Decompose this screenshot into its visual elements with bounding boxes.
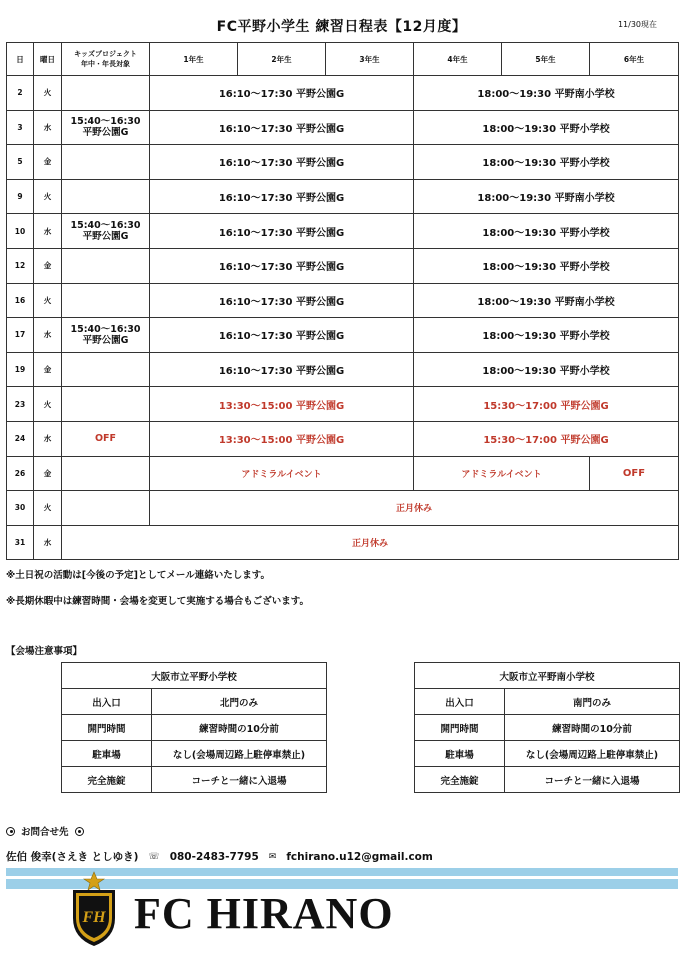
row-lower-grades: 16:10～17:30 平野公園G [150, 214, 414, 249]
row-lower-grades: 13:30～15:00 平野公園G [150, 387, 414, 422]
row-upper-grades: 18:00～19:30 平野小学校 [414, 352, 679, 387]
row-upper-grades: 18:00～19:30 平野小学校 [414, 318, 679, 353]
row-lower-grades: 16:10～17:30 平野公園G [150, 179, 414, 214]
row-upper-grades: 18:00～19:30 平野南小学校 [414, 283, 679, 318]
row-day: 3 [7, 110, 34, 145]
row-day: 10 [7, 214, 34, 249]
club-crest-logo [70, 870, 118, 948]
contact-heading [6, 824, 84, 838]
venue-value: 練習時間の10分前 [505, 715, 680, 741]
venue-value: 南門のみ [505, 689, 680, 715]
email-icon: ✉ [268, 851, 277, 862]
kids-time: 15:40～16:30 [70, 220, 141, 232]
kids-place: 平野公園G [82, 231, 129, 243]
venue-label: 駐車場 [62, 741, 152, 767]
col-grade-2: 2年生 [238, 43, 326, 76]
col-kids [62, 43, 150, 76]
table-row [7, 214, 679, 249]
venue-table-hirano-minami [414, 662, 680, 793]
row-upper-grades: 18:00～19:30 平野小学校 [414, 110, 679, 145]
venue-name: 大阪市立平野小学校 [62, 663, 327, 689]
page-title: FC平野小学生 練習日程表【12月度】 [216, 19, 467, 35]
row-kids [62, 387, 150, 422]
row-day: 24 [7, 421, 34, 456]
table-row [7, 421, 679, 456]
venue-label: 出入口 [415, 689, 505, 715]
row-kids [62, 421, 150, 456]
table-row [7, 387, 679, 422]
col-grade-4: 4年生 [414, 43, 502, 76]
kids-place: 平野公園G [82, 334, 129, 346]
row-upper-grades: 15:30～17:00 平野公園G [414, 387, 679, 422]
row-lower-grades: 16:10～17:30 平野公園G [150, 248, 414, 283]
row-all-grades-holiday: 正月休み [150, 491, 679, 526]
row-day: 26 [7, 456, 34, 491]
row-dow: 水 [34, 214, 62, 249]
row-upper-grades: 15:30～17:00 平野公園G [414, 421, 679, 456]
venue-value: なし(会場周辺路上駐停車禁止) [505, 741, 680, 767]
row-upper-grades: 18:00～19:30 平野小学校 [414, 248, 679, 283]
row-lower-grades: 16:10～17:30 平野公園G [150, 76, 414, 111]
row-all-holiday: 正月休み [62, 525, 679, 560]
row-kids [62, 76, 150, 111]
row-grade-4-5-event: アドミラルイベント [414, 456, 590, 491]
row-dow: 火 [34, 491, 62, 526]
note-holiday: ※長期休暇中は練習時間・会場を変更して実施する場合もございます。 [6, 596, 309, 607]
venue-table-hirano [61, 662, 327, 793]
row-dow: 金 [34, 352, 62, 387]
row-lower-grades: 13:30～15:00 平野公園G [150, 421, 414, 456]
venue-label: 開門時間 [415, 715, 505, 741]
row-upper-grades: 18:00～19:30 平野南小学校 [414, 76, 679, 111]
row-day: 31 [7, 525, 34, 560]
row-kids [62, 110, 150, 145]
row-day: 30 [7, 491, 34, 526]
venue-label: 出入口 [62, 689, 152, 715]
venue-value: 練習時間の10分前 [152, 715, 327, 741]
contact-phone[interactable]: 080-2483-7795 [169, 850, 259, 863]
row-kids [62, 248, 150, 283]
venue-section-title: 【会場注意事項】 [6, 646, 83, 657]
row-lower-grades: 16:10～17:30 平野公園G [150, 110, 414, 145]
table-row [7, 76, 679, 111]
col-grade-6: 6年生 [590, 43, 679, 76]
row-lower-grades: 16:10～17:30 平野公園G [150, 352, 414, 387]
venue-value: なし(会場周辺路上駐停車禁止) [152, 741, 327, 767]
kids-time: 15:40～16:30 [70, 116, 141, 128]
row-dow: 水 [34, 525, 62, 560]
row-dow: 金 [34, 248, 62, 283]
venue-value: コーチと一緒に入退場 [152, 767, 327, 793]
row-kids [62, 456, 150, 491]
col-grade-5: 5年生 [502, 43, 590, 76]
row-kids [62, 145, 150, 180]
row-lower-grades: 16:10～17:30 平野公園G [150, 283, 414, 318]
contact-name: 佐伯 俊幸(さえき としゆき) [6, 851, 139, 863]
col-grade-3: 3年生 [326, 43, 414, 76]
venue-label: 完全施錠 [415, 767, 505, 793]
venue-label: 開門時間 [62, 715, 152, 741]
row-day: 5 [7, 145, 34, 180]
table-row [7, 145, 679, 180]
table-row [7, 352, 679, 387]
contact-info [6, 849, 433, 864]
venue-value: コーチと一緒に入退場 [505, 767, 680, 793]
row-upper-grades: 18:00～19:30 平野小学校 [414, 145, 679, 180]
table-row [7, 456, 679, 491]
table-row [7, 318, 679, 353]
table-row [7, 491, 679, 526]
row-kids [62, 283, 150, 318]
row-kids [62, 491, 150, 526]
row-kids [62, 318, 150, 353]
soccer-ball-icon [6, 827, 15, 836]
col-grade-1: 1年生 [150, 43, 238, 76]
row-day: 2 [7, 76, 34, 111]
club-wordmark: FC HIRANO [134, 889, 394, 938]
contact-heading-label: お問合せ先 [21, 827, 69, 838]
venue-value: 北門のみ [152, 689, 327, 715]
table-row [7, 283, 679, 318]
venue-label: 完全施錠 [62, 767, 152, 793]
row-dow: 金 [34, 145, 62, 180]
row-day: 17 [7, 318, 34, 353]
row-day: 23 [7, 387, 34, 422]
schedule-table [6, 42, 679, 560]
row-grade-6-off: OFF [590, 456, 679, 491]
phone-icon: ☏ [148, 851, 160, 862]
row-upper-grades: 18:00～19:30 平野南小学校 [414, 179, 679, 214]
svg-text:FH: FH [82, 909, 106, 926]
table-row [7, 179, 679, 214]
row-lower-grades: 16:10～17:30 平野公園G [150, 318, 414, 353]
row-upper-grades: 18:00～19:30 平野小学校 [414, 214, 679, 249]
kids-place: 平野公園G [82, 127, 129, 139]
col-day: 日 [7, 43, 34, 76]
row-kids [62, 214, 150, 249]
col-kids-line2: 年中・年長対象 [81, 60, 130, 68]
row-dow: 火 [34, 387, 62, 422]
table-row [7, 248, 679, 283]
kids-time: 15:40～16:30 [70, 323, 141, 335]
kids-off: OFF [94, 433, 117, 445]
row-kids [62, 179, 150, 214]
row-dow: 水 [34, 318, 62, 353]
row-dow: 水 [34, 421, 62, 456]
row-dow: 火 [34, 76, 62, 111]
row-day: 16 [7, 283, 34, 318]
row-kids [62, 352, 150, 387]
row-dow: 火 [34, 179, 62, 214]
table-row [7, 110, 679, 145]
venue-name: 大阪市立平野南小学校 [415, 663, 680, 689]
row-lower-grades-event: アドミラルイベント [150, 456, 414, 491]
row-day: 19 [7, 352, 34, 387]
row-dow: 水 [34, 110, 62, 145]
schedule-header-row [7, 43, 679, 76]
col-kids-line1: キッズプロジェクト [74, 50, 137, 58]
soccer-ball-icon [75, 827, 84, 836]
row-lower-grades: 16:10～17:30 平野公園G [150, 145, 414, 180]
row-day: 12 [7, 248, 34, 283]
row-dow: 火 [34, 283, 62, 318]
venue-label: 駐車場 [415, 741, 505, 767]
table-row [7, 525, 679, 560]
row-day: 9 [7, 179, 34, 214]
as-of-date: 11/30現在 [617, 20, 657, 29]
note-weekend: ※土日祝の活動は[今後の予定]としてメール連絡いたします。 [6, 570, 270, 581]
row-dow: 金 [34, 456, 62, 491]
col-dow: 曜日 [34, 43, 62, 76]
contact-email[interactable]: fchirano.u12@gmail.com [286, 850, 433, 863]
